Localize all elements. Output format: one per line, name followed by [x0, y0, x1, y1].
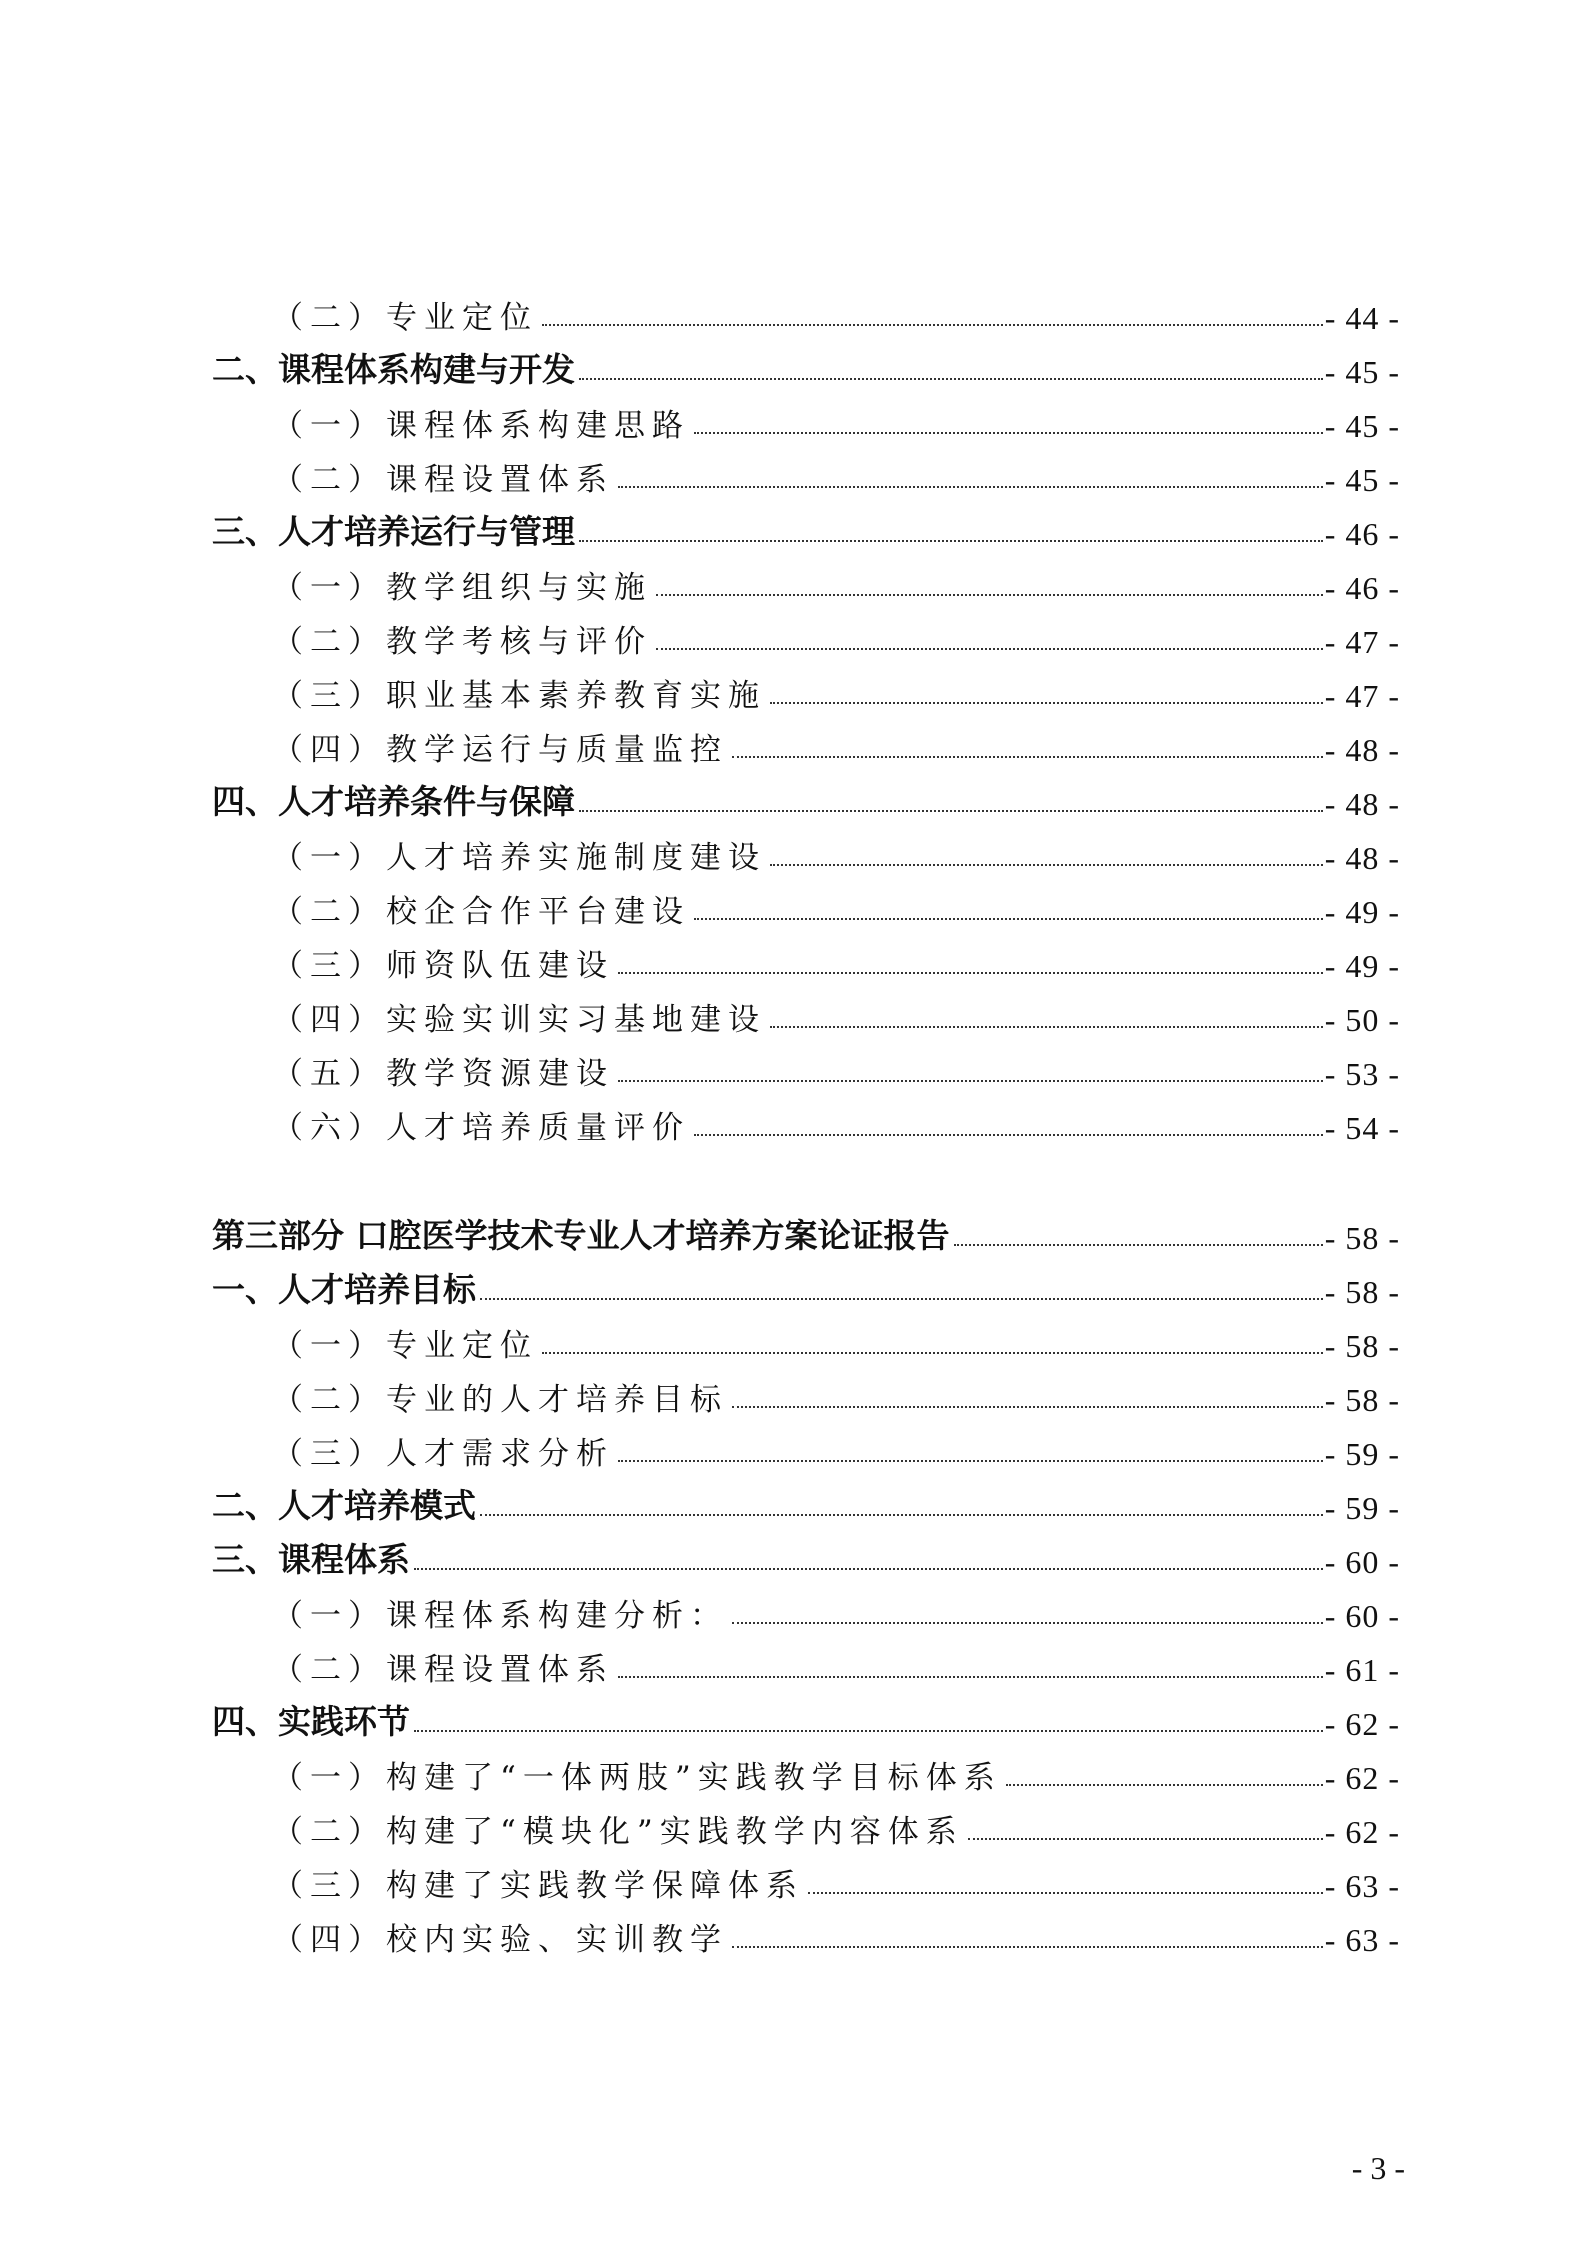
toc-entry-label: （二）构建了“模块化”实践教学内容体系 [272, 1814, 964, 1850]
page-number: - 3 - [1351, 2150, 1405, 2186]
toc-entry-label: （一）课程体系构建分析： [272, 1598, 728, 1634]
dot-leader [656, 648, 1323, 650]
toc-entry-page-number: - 47 - [1324, 678, 1400, 714]
toc-subsection-entry[interactable] [212, 823, 1400, 877]
toc-entry-page-number: - 63 - [1324, 1868, 1400, 1904]
toc-subsection-entry[interactable] [212, 553, 1400, 607]
toc-subsection-entry[interactable] [212, 1093, 1400, 1147]
dot-leader [579, 540, 1323, 542]
dot-leader [542, 324, 1323, 326]
toc-entry-page-number: - 62 - [1324, 1814, 1400, 1850]
dot-leader [656, 594, 1323, 596]
toc-entry-page-number: - 58 - [1324, 1220, 1400, 1256]
toc-subsection-entry[interactable] [212, 1039, 1400, 1093]
toc-entry-label: （二）课程设置体系 [272, 1652, 614, 1688]
toc-entry-label: （二）教学考核与评价 [272, 624, 652, 660]
toc-entry-label: 三、人才培养运行与管理 [212, 512, 575, 551]
toc-entry-page-number: - 60 - [1324, 1598, 1400, 1634]
toc-entry-page-number: - 45 - [1324, 354, 1400, 390]
toc-entry-label: （二）校企合作平台建设 [272, 894, 690, 930]
toc-section-entry[interactable] [212, 1527, 1400, 1581]
dot-leader [579, 378, 1323, 380]
toc-entry-page-number: - 46 - [1324, 570, 1400, 606]
toc-entry-label: （三）职业基本素养教育实施 [272, 678, 766, 714]
dot-leader [414, 1568, 1323, 1570]
toc-subsection-entry[interactable] [212, 1365, 1400, 1419]
toc-subsection-entry[interactable] [212, 1635, 1400, 1689]
toc-subsection-entry[interactable] [212, 445, 1400, 499]
dot-leader [732, 1406, 1323, 1408]
dot-leader [732, 756, 1323, 758]
toc-section-entry[interactable] [212, 499, 1400, 553]
dot-leader [542, 1352, 1323, 1354]
toc-entry-label: （四）校内实验、实训教学 [272, 1922, 728, 1958]
toc-entry-label: 四、实践环节 [212, 1702, 410, 1741]
toc-entry-label: 二、人才培养模式 [212, 1486, 476, 1525]
toc-entry-page-number: - 59 - [1324, 1490, 1400, 1526]
toc-entry-label: （三）构建了实践教学保障体系 [272, 1868, 804, 1904]
dot-leader [694, 432, 1323, 434]
toc-entry-page-number: - 53 - [1324, 1056, 1400, 1092]
dot-leader [808, 1892, 1323, 1894]
toc-entry-page-number: - 46 - [1324, 516, 1400, 552]
toc-entry-label: （一）课程体系构建思路 [272, 408, 690, 444]
toc-entry-label: 三、课程体系 [212, 1540, 410, 1579]
toc-entry-page-number: - 62 - [1324, 1706, 1400, 1742]
toc-entry-page-number: - 50 - [1324, 1002, 1400, 1038]
toc-subsection-entry[interactable] [212, 715, 1400, 769]
toc-entry-label: 四、人才培养条件与保障 [212, 782, 575, 821]
toc-subsection-entry[interactable] [212, 1851, 1400, 1905]
toc-entry-page-number: - 58 - [1324, 1382, 1400, 1418]
toc-entry-page-number: - 48 - [1324, 840, 1400, 876]
toc-group-part-three [212, 1203, 1400, 1959]
section-gap [212, 1147, 1400, 1203]
toc-entry-page-number: - 49 - [1324, 894, 1400, 930]
toc-entry-page-number: - 49 - [1324, 948, 1400, 984]
toc-subsection-entry[interactable] [212, 283, 1400, 337]
toc-subsection-entry[interactable] [212, 391, 1400, 445]
toc-group-part-two [212, 283, 1400, 1147]
dot-leader [579, 810, 1323, 812]
toc-entry-page-number: - 61 - [1324, 1652, 1400, 1688]
toc-entry-label: 第三部分 口腔医学技术专业人才培养方案论证报告 [212, 1216, 950, 1255]
toc-part-heading[interactable] [212, 1203, 1400, 1257]
toc-subsection-entry[interactable] [212, 661, 1400, 715]
toc-subsection-entry[interactable] [212, 1743, 1400, 1797]
toc-entry-page-number: - 48 - [1324, 786, 1400, 822]
dot-leader [480, 1298, 1323, 1300]
dot-leader [618, 1460, 1323, 1462]
toc-entry-label: （四）教学运行与质量监控 [272, 732, 728, 768]
toc-subsection-entry[interactable] [212, 985, 1400, 1039]
toc-entry-label: （一）人才培养实施制度建设 [272, 840, 766, 876]
toc-section-entry[interactable] [212, 337, 1400, 391]
toc-entry-page-number: - 63 - [1324, 1922, 1400, 1958]
toc-entry-label: （四）实验实训实习基地建设 [272, 1002, 766, 1038]
toc-subsection-entry[interactable] [212, 931, 1400, 985]
toc-entry-page-number: - 62 - [1324, 1760, 1400, 1796]
dot-leader [770, 702, 1323, 704]
dot-leader [1006, 1784, 1323, 1786]
toc-entry-label: （五）教学资源建设 [272, 1056, 614, 1092]
toc-entry-page-number: - 44 - [1324, 300, 1400, 336]
toc-entry-label: （二）专业定位 [272, 300, 538, 336]
dot-leader [954, 1244, 1323, 1246]
toc-entry-label: （三）人才需求分析 [272, 1436, 614, 1472]
dot-leader [968, 1838, 1323, 1840]
toc-subsection-entry[interactable] [212, 1905, 1400, 1959]
toc-section-entry[interactable] [212, 769, 1400, 823]
dot-leader [480, 1514, 1323, 1516]
dot-leader [694, 1134, 1323, 1136]
dot-leader [770, 1026, 1323, 1028]
toc-entry-page-number: - 58 - [1324, 1328, 1400, 1364]
toc-section-entry[interactable] [212, 1689, 1400, 1743]
dot-leader [694, 918, 1323, 920]
toc-entry-page-number: - 45 - [1324, 408, 1400, 444]
dot-leader [770, 864, 1323, 866]
toc-subsection-entry[interactable] [212, 607, 1400, 661]
toc-subsection-entry[interactable] [212, 1419, 1400, 1473]
toc-entry-page-number: - 48 - [1324, 732, 1400, 768]
toc-entry-label: （一）构建了“一体两肢”实践教学目标体系 [272, 1760, 1002, 1796]
toc-entry-page-number: - 58 - [1324, 1274, 1400, 1310]
toc-entry-label: （一）教学组织与实施 [272, 570, 652, 606]
toc-entry-label: （三）师资队伍建设 [272, 948, 614, 984]
toc-subsection-entry[interactable] [212, 877, 1400, 931]
toc-entry-label: （二）专业的人才培养目标 [272, 1382, 728, 1418]
dot-leader [414, 1730, 1323, 1732]
toc-entry-page-number: - 60 - [1324, 1544, 1400, 1580]
toc-entry-label: 二、课程体系构建与开发 [212, 350, 575, 389]
toc-entry-page-number: - 54 - [1324, 1110, 1400, 1146]
toc-entry-label: （六）人才培养质量评价 [272, 1110, 690, 1146]
toc-subsection-entry[interactable] [212, 1311, 1400, 1365]
toc-entry-label: （二）课程设置体系 [272, 462, 614, 498]
toc-section-entry[interactable] [212, 1257, 1400, 1311]
dot-leader [618, 1080, 1323, 1082]
dot-leader [732, 1622, 1323, 1624]
toc-entry-label: （一）专业定位 [272, 1328, 538, 1364]
toc-subsection-entry[interactable] [212, 1797, 1400, 1851]
toc-entry-page-number: - 59 - [1324, 1436, 1400, 1472]
table-of-contents [212, 283, 1400, 1959]
dot-leader [618, 972, 1323, 974]
toc-section-entry[interactable] [212, 1473, 1400, 1527]
toc-entry-page-number: - 47 - [1324, 624, 1400, 660]
toc-entry-page-number: - 45 - [1324, 462, 1400, 498]
dot-leader [732, 1946, 1323, 1948]
dot-leader [618, 1676, 1323, 1678]
toc-subsection-entry[interactable] [212, 1581, 1400, 1635]
dot-leader [618, 486, 1323, 488]
toc-entry-label: 一、人才培养目标 [212, 1270, 476, 1309]
